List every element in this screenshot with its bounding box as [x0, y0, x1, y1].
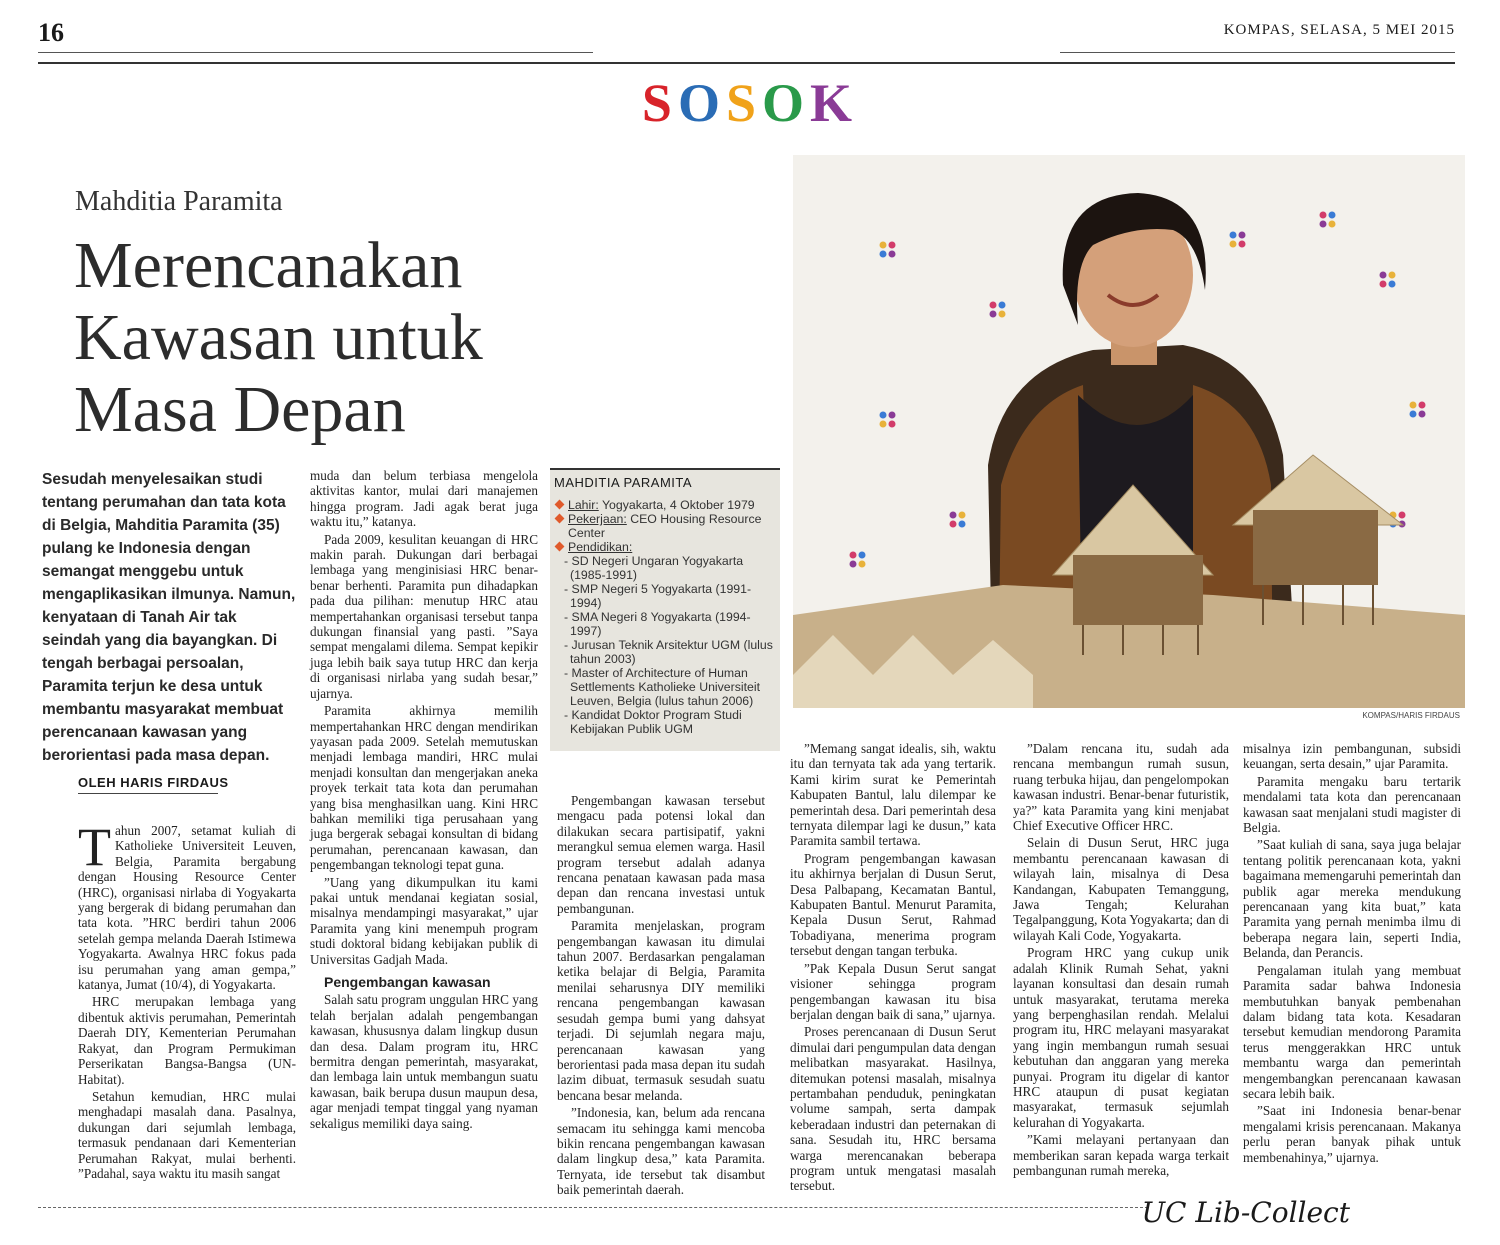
- logo-dot: [999, 302, 1006, 309]
- education-item: - Kandidat Doktor Program Studi Kebijakan Publik UGM: [564, 708, 742, 736]
- paragraph: ”Dalam rencana itu, sudah ada rencana membangun rumah susun, ruang terbuka hijau, dan pengelompokan kawasan industri. Benar-benar futuristik, ya?” kata Paramita yang kini menjabat Chief Executive Officer HRC.: [1013, 741, 1229, 834]
- article-column-6: [1243, 741, 1461, 1167]
- section-letter: O: [677, 73, 726, 133]
- logo-dot: [1380, 272, 1387, 279]
- education-item: - SD Negeri Ungaran Yogyakarta (1985-1991): [564, 554, 744, 582]
- profile-label: Pekerjaan:: [568, 512, 627, 526]
- paragraph: ”Uang yang dikumpulkan itu kami pakai untuk mendanai kegiatan sosial, misalnya mendampingi masyarakat,” ujar Paramita yang kini menempuh program studi doktoral bidang kebijakan publik di Universitas Gadjah Mada.: [310, 874, 538, 967]
- footer-rule: [38, 1207, 1148, 1208]
- education-item: - Master of Architecture of Human Settlements Katholieke Universiteit Leuven, Belgia (lulus tahun 2006): [564, 666, 761, 708]
- logo-dot: [1399, 512, 1406, 519]
- library-stamp: UC Lib-Collect: [1141, 1196, 1350, 1229]
- logo-dot: [990, 311, 997, 318]
- logo-dot: [1419, 402, 1426, 409]
- article-column-5: [1013, 741, 1229, 1180]
- logo-dot: [1410, 411, 1417, 418]
- dateline: KOMPAS, SELASA, 5 MEI 2015: [1223, 22, 1455, 38]
- logo-dot: [1230, 241, 1237, 248]
- logo-dot: [889, 251, 896, 258]
- page-number: 16: [38, 18, 64, 47]
- logo-dot: [1389, 281, 1396, 288]
- article-column-3: [557, 793, 765, 1200]
- logo-dot: [990, 302, 997, 309]
- diamond-bullet-icon: [555, 500, 565, 510]
- paragraph: Paramita mengaku baru tertarik mendalami tata kota dan perencanaan kawasan saat menjalani studi magister di Belgia.: [1243, 773, 1461, 836]
- paragraph: HRC merupakan lembaga yang dibentuk aktivis perumahan, Pemerintah Daerah DIY, Kementerian Perumahan Rakyat, dan Program Permukiman Perserikatan Bangsa-Bangsa (UN-Habitat).: [78, 994, 296, 1087]
- logo-dot: [1410, 402, 1417, 409]
- section-letter: O: [762, 73, 811, 133]
- profile-value: Yogyakarta, 4 Oktober 1979: [601, 498, 755, 512]
- diamond-bullet-icon: [555, 542, 565, 552]
- paragraph: Program HRC yang cukup unik adalah Klinik Rumah Sehat, yakni layanan konsultasi dan desain rumah untuk masyarakat, terutama mereka yang berpenghasilan rendah. Melalui program itu, HRC melayani masyarakat yang ingin membangun rumah sesuai kebutuhan dan anggaran yang mereka punyai. Program itu digelar di kantor HRC ataupun di pusat kegiatan masyarakat, termasuk sejumlah kelurahan di Yogyakarta.: [1013, 945, 1229, 1130]
- logo-dot: [850, 552, 857, 559]
- logo-dot: [850, 561, 857, 568]
- drop-cap: T: [78, 817, 111, 877]
- photo-credit: KOMPAS/HARIS FIRDAUS: [1362, 711, 1460, 720]
- diamond-bullet-icon: [555, 514, 565, 524]
- article-column-2: [310, 468, 538, 1133]
- logo-dot: [959, 521, 966, 528]
- profile-value: CEO Housing Resource Center: [568, 512, 762, 540]
- paragraph: Setahun kemudian, HRC mulai menghadapi masalah dana. Pasalnya, dukungan dari sejumlah lembaga, termasuk pendanaan dari Kementerian Perumahan Rakyat, mulai berhenti. ”Padahal, saya waktu itu masih sangat: [78, 1088, 296, 1181]
- logo-dot: [1320, 221, 1327, 228]
- byline: OLEH HARIS FIRDAUS: [78, 775, 229, 790]
- logo-dot: [880, 251, 887, 258]
- logo-dot: [889, 242, 896, 249]
- paragraph: Pengalaman itulah yang membuat Paramita sadar bahwa Indonesia membutuhkan banyak pembenahan dalam bidang tata kota. Kesadaran tersebut kemudian mendorong Paramita terus menggerakkan HRC untuk membantu warga dan pemerintah mengembangkan perencanaan kawasan secara lebih baik.: [1243, 962, 1461, 1101]
- logo-dot: [1239, 232, 1246, 239]
- profile-label: Pendidikan:: [568, 540, 633, 554]
- article-photo: [793, 155, 1465, 708]
- article-kicker: Mahditia Paramita: [75, 186, 283, 217]
- profile-item-pendidikan: [556, 540, 774, 554]
- profile-box-title: MAHDITIA PARAMITA: [550, 468, 780, 490]
- logo-dot: [1329, 212, 1336, 219]
- section-letter: S: [641, 73, 678, 133]
- logo-dot: [880, 242, 887, 249]
- paragraph: Proses perencanaan di Dusun Serut dimulai dari pengumpulan data dengan melibatkan masyarakat. Hasilnya, ditemukan potensi masalah, misalnya pertambahan penduduk, peningkatan volume sampah, serta dampak keberadaan industri dan peternakan di sana. Sesudah itu, HRC bersama warga merencanakan beberapa program untuk mengatasi masalah tersebut.: [790, 1024, 996, 1194]
- logo-dot: [1329, 221, 1336, 228]
- logo-dot: [999, 311, 1006, 318]
- section-title: [0, 72, 1500, 134]
- paragraph: ”Memang sangat idealis, sih, waktu itu dan ternyata tak ada yang tertarik. Kami kirim surat ke Pemerintah Kabupaten Bantul, lalu dilempar ke pemerintah desa. Dari pemerintah desa ternyata dilempar lagi ke dusun,” kata Paramita sambil tertawa.: [790, 741, 996, 849]
- profile-box-list: [550, 490, 780, 736]
- paragraph: Paramita menjelaskan, program pengembangan kawasan itu dimulai tahun 2007. Berdasarkan pengalaman ketika belajar di Belgia, Paramita menilai seharusnya DIY memiliki rencana pengembangan kawasan sesudah gempa bumi yang dahsyat terjadi. Di sejumlah negara maju, perencanaan kawasan yang berorientasi pada masa depan itu sudah lazim dibuat, termasuk sesudah suatu bencana besar melanda.: [557, 918, 765, 1103]
- paragraph: [78, 817, 296, 993]
- logo-dot: [889, 412, 896, 419]
- logo-dot: [859, 561, 866, 568]
- header-rule-left: [38, 52, 593, 53]
- headline-line: Kawasan untuk: [74, 300, 483, 374]
- paragraph: Selain di Dusun Serut, HRC juga membantu perencanaan kawasan di wilayah lain, misalnya di Desa Kandangan, Kabupaten Temanggung, Jawa Tengah; Kelurahan Tegalpanggung, Kota Yogyakarta; dan di wilayah Kali Code, Yogyakarta.: [1013, 835, 1229, 943]
- article-headline: [74, 230, 594, 446]
- logo-dot: [1320, 212, 1327, 219]
- logo-dot: [889, 421, 896, 428]
- paragraph-text: ahun 2007, setamat kuliah di Katholieke Universiteit Leuven, Belgia, Paramita bergabung dengan Housing Resource Center (HRC), organisasi nirlaba di Yogyakarta yang bergerak di bidang perumahan dan tata kota. ”HRC berdiri tahun 2006 setelah gempa melanda Daerah Istimewa Yogyakarta. Awalnya HRC fokus pada isu perumahan yang aman gempa,” katanya, Jumat (10/4), di Yogyakarta.: [78, 823, 296, 993]
- paragraph: Pada 2009, kesulitan keuangan di HRC makin parah. Dukungan dari berbagai lembaga yang menginisiasi HRC benar-benar berhenti. Paramita pun dihadapkan pada dua pilihan: menutup HRC atau mempertahankan organisasi tersebut tanpa dukungan finansial yang pasti. ”Saya sempat mengalami dilema. Sempat kepikir juga lebih baik saya tutup HRC dan kerja di organisasi nirlaba yang sudah besar,” ujarnya.: [310, 531, 538, 701]
- section-letter: K: [810, 73, 859, 133]
- header-rule-right: [1060, 52, 1455, 53]
- paragraph: Program pengembangan kawasan itu akhirnya berjalan di Dusun Serut, Desa Palbapang, Kecamatan Bantul, Kabupaten Bantul. Menurut Paramita, Kepala Dusun Serut, Rahmad Tobadiyana, menerima program tersebut dengan tangan terbuka.: [790, 850, 996, 959]
- logo-dot: [950, 512, 957, 519]
- article-column-4: [790, 741, 996, 1196]
- profile-item-pekerjaan: [556, 512, 774, 540]
- logo-dot: [859, 552, 866, 559]
- profile-item-lahir: [556, 498, 774, 512]
- logo-dot: [1389, 272, 1396, 279]
- logo-dot: [880, 412, 887, 419]
- paragraph: ”Indonesia, kan, belum ada rencana semacam itu sehingga kami mencoba bikin rencana pengembangan kawasan dalam lingkup desa,” kata Paramita. Ternyata, ide tersebut tak disambut baik pemerintah daerah.: [557, 1105, 765, 1198]
- article-column-1: [78, 817, 296, 1183]
- profile-label: Lahir:: [568, 498, 599, 512]
- byline-rule: [78, 793, 218, 794]
- paragraph: misalnya izin pembangunan, subsidi keuangan, serta desain,” ujar Paramita.: [1243, 741, 1461, 772]
- paragraph: muda dan belum terbiasa mengelola aktivitas kantor, mulai dari manajemen hingga program. Jadi agak berat juga waktu itu,” katanya.: [310, 468, 538, 530]
- education-item: - SMP Negeri 5 Yogyakarta (1991-1994): [564, 582, 752, 610]
- education-item: - Jurusan Teknik Arsitektur UGM (lulus tahun 2003): [564, 638, 773, 666]
- paragraph: Pengembangan kawasan tersebut mengacu pada potensi lokal dan dilakukan secara partisipatif, yakni merangkul semua elemen warga. Hasil program tersebut adalah adanya rencana penataan kawasan pada masa depan dan rencana investasi untuk pembangunan.: [557, 793, 765, 916]
- photo-illustration: [793, 155, 1465, 708]
- paragraph: ”Pak Kepala Dusun Serut sangat visioner sehingga program pengembangan kawasan itu bisa berjalan dengan baik di sana,” ujarnya.: [790, 960, 996, 1022]
- logo-dot: [1230, 232, 1237, 239]
- logo-dot: [880, 421, 887, 428]
- profile-box: [550, 468, 780, 751]
- subheading: Pengembangan kawasan: [324, 974, 491, 990]
- paragraph: Paramita akhirnya memilih mempertahankan HRC dengan mendirikan yayasan pada 2009. Setelah memutuskan menjadi lembaga mandiri, HRC mulai menjadi konsultan dan mengerjakan aneka proyek terkait tata kota dan perumahan yang bisa menghasilkan uang. Kini HRC bahkan memiliki tiga perusahaan yang juga bergerak sebagai konsultan di bidang perumahan, perencanaan kawasan, dan pengembangan teknologi tepat guna.: [310, 703, 538, 873]
- education-item: - SMA Negeri 8 Yogyakarta (1994-1997): [564, 610, 751, 638]
- section-letter: S: [725, 73, 763, 133]
- header-rule-main: [38, 62, 1455, 64]
- logo-dot: [959, 512, 966, 519]
- logo-dot: [1239, 241, 1246, 248]
- logo-dot: [1419, 411, 1426, 418]
- paragraph: ”Kami melayani pertanyaan dan memberikan saran kepada warga terkait pembangunan rumah mereka,: [1013, 1132, 1229, 1178]
- article-lead: Sesudah menyelesaikan studi tentang perumahan dan tata kota di Belgia, Mahditia Paramita (35) pulang ke Indonesia dengan semangat menggebu untuk mengaplikasikan ilmunya. Namun, kenyataan di Tanah Air tak seindah yang dia bayangkan. Di tengah berbagai persoalan, Paramita terjun ke desa untuk membantu masyarakat membuat perencanaan kawasan yang berorientasi pada masa depan.: [42, 471, 296, 764]
- paragraph: ”Saat ini Indonesia benar-benar mengalami krisis perencanaan. Makanya perlu peran banyak pihak untuk membenahinya,” ujarnya.: [1243, 1103, 1461, 1165]
- logo-dot: [950, 521, 957, 528]
- headline-line: Merencanakan: [74, 229, 463, 302]
- paragraph: ”Saat kuliah di sana, saya juga belajar tentang politik perencanaan kota, yakni bagaimana memengaruhi pemerintah dan publik agar mereka mendukung perencanaan yang kita buat,” kata Paramita yang pernah menimba ilmu di beberapa negara lain, seperti India, Belanda, dan Perancis.: [1243, 837, 1461, 961]
- logo-dot: [1380, 281, 1387, 288]
- headline-line: Masa Depan: [74, 372, 406, 446]
- paragraph: Salah satu program unggulan HRC yang telah berjalan adalah pengembangan kawasan, khususnya dalam lingkup dusun dan desa. Dalam program itu, HRC bermitra dengan pemerintah, masyarakat, dan lembaga lain untuk membangun suatu kawasan, baik berupa dusun maupun desa, agar menjadi tempat tinggal yang nyaman sekaligus memiliki daya saing.: [310, 992, 538, 1131]
